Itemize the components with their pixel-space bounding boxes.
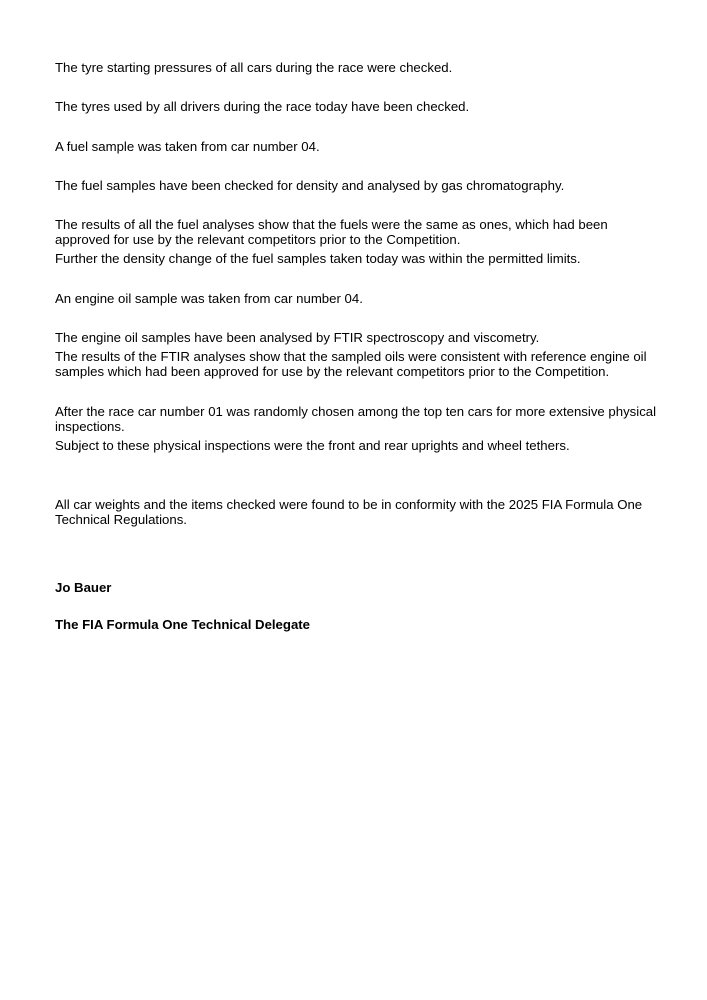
paragraph-conformity: All car weights and the items checked were found to be in conformity with the 2025 FIA Formula One Technical Regulations. — [55, 497, 643, 527]
paragraph-fuel-sample: A fuel sample was taken from car number 04. — [55, 139, 320, 154]
paragraph-oil-analysed: The engine oil samples have been analysed by FTIR spectroscopy and viscometry. — [55, 330, 540, 345]
paragraph-fuel-analyses-results: The results of all the fuel analyses show that the fuels were the same as ones, which had been approved for use by the relevant competitors prior to the Competition. — [55, 217, 608, 247]
paragraph-inspection-subject: Subject to these physical inspections were the front and rear uprights and wheel tethers. — [55, 438, 570, 453]
paragraph-random-inspection: After the race car number 01 was randomly chosen among the top ten cars for more extensive physical inspections. — [55, 404, 657, 434]
paragraph-tyre-pressures: The tyre starting pressures of all cars during the race were checked. — [55, 60, 453, 75]
paragraph-oil-sample: An engine oil sample was taken from car number 04. — [55, 291, 363, 306]
paragraph-density-change: Further the density change of the fuel samples taken today was within the permitted limits. — [55, 251, 581, 266]
signatory-name: Jo Bauer — [55, 580, 112, 595]
paragraph-fuel-density: The fuel samples have been checked for density and analysed by gas chromatography. — [55, 178, 565, 193]
paragraph-ftir-results: The results of the FTIR analyses show that the sampled oils were consistent with reference engine oil samples which had been approved for use by the relevant competitors prior to the Competition. — [55, 349, 647, 379]
signatory-title: The FIA Formula One Technical Delegate — [55, 617, 311, 632]
paragraph-tyres-checked: The tyres used by all drivers during the race today have been checked. — [55, 99, 470, 114]
